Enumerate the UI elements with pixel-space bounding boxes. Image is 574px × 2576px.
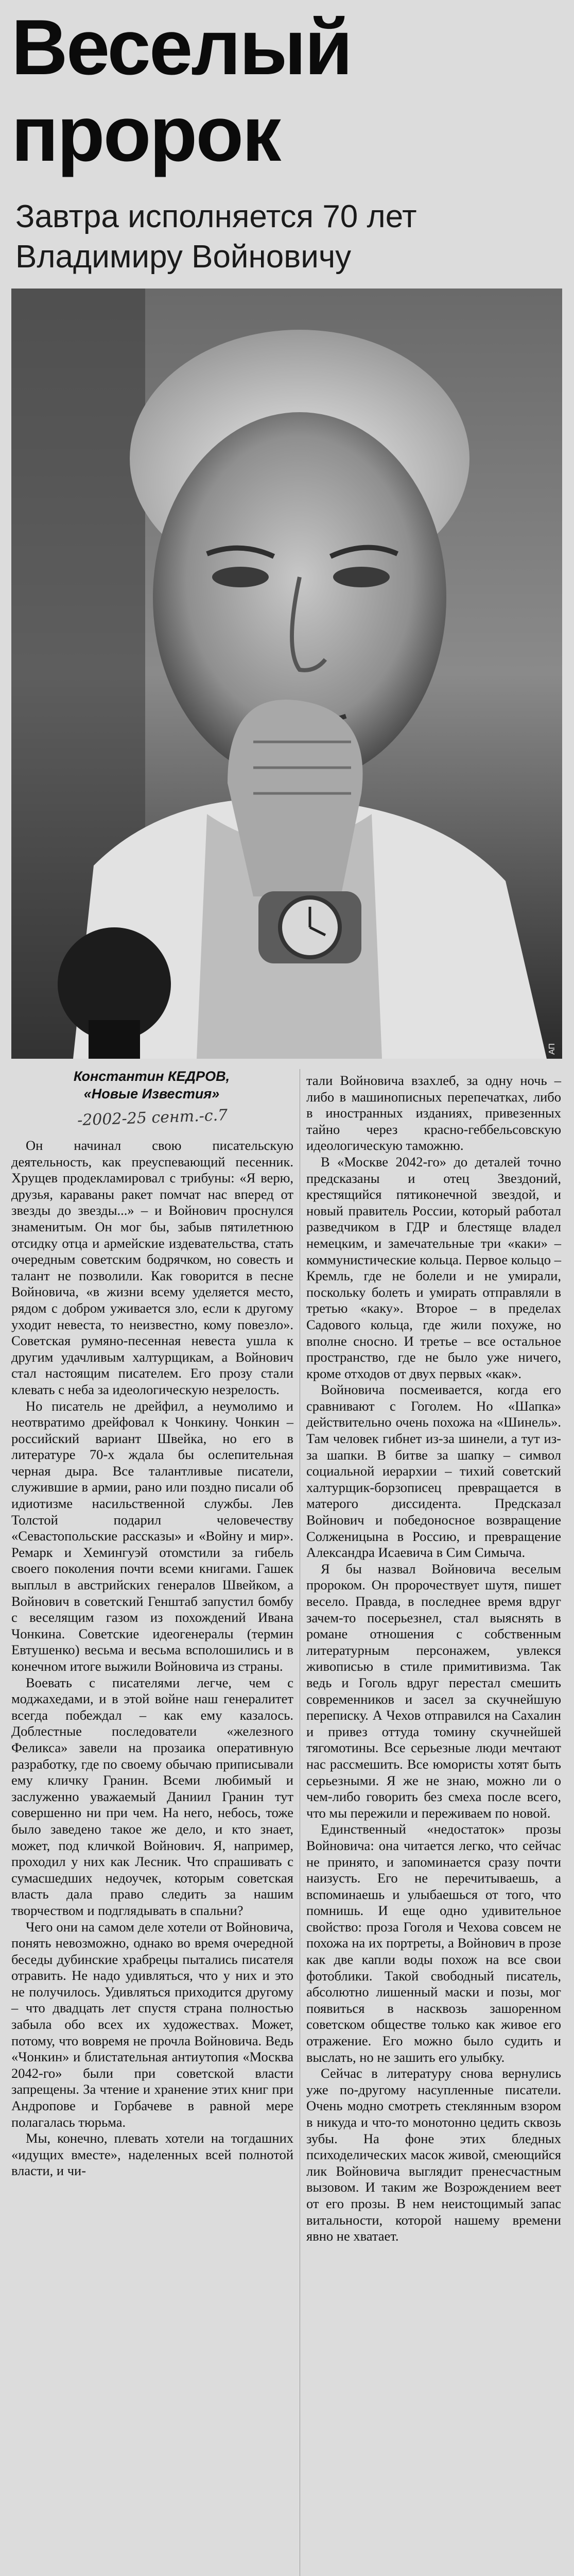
article-column-right [306, 1073, 561, 2245]
byline-author: Константин КЕДРОВ, [73, 1069, 230, 1084]
headline [11, 4, 351, 177]
byline-publication: «Новые Известия» [83, 1086, 220, 1101]
paragraph: Мы, конечно, плевать хотели на тогдашних «идущих вместе», наделенных всей полнотой власти, и чи- [11, 2130, 293, 2179]
subheadline [15, 197, 417, 277]
handwritten-date-note: -2002-25 сент.-с.7 [77, 1106, 228, 1130]
paragraph: Воевать с писателями легче, чем с моджахедами, и в этой войне наш генералитет всегда побеждал – как ему казалось. Доблестные последователи «железного Феликса» завели на прозаика оперативную разработку, где по своему обычаю приписывали ему кличку Гранин. Всеми любимый и заслуженно уважаемый Даниил Гранин тут совершенно ни при чем. На него, небось, тоже было заведено такое же дело, и кто знает, может, под кличкой Войнович. Я, например, проходил у них как Лесник. Что спрашивать с сумасшедших недоучек, которым советская власть дала право следить за нашим творчеством и подглядывать в спальни? [11, 1674, 293, 1918]
photo-credit: АП [548, 1043, 556, 1055]
headline-line-2: пророк [11, 90, 280, 178]
author-portrait-photo [11, 289, 562, 1059]
paragraph: Сейчас в литературу снова вернулись уже по-другому насупленные писатели. Очень модно смотреть стеклянным взором в никуда и что-то монотонно цедить сквозь зубы. На фоне этих бледных психоделических масок живой, смеющийся лик Войновича выглядит пренесчастным вызовом. И таким же Возрождением веет от его прозы. В нем неистощимый запас витальности, которой нашему времени явно не хватает. [306, 2065, 561, 2244]
paragraph: Единственный «недостаток» прозы Войновича: она читается легко, что сейчас не принято, и запоминается сразу почти наизусть. Его не перечитываешь, а вспоминаешь и улыбаешься от того, что помнишь. И еще одно удивительное свойство: проза Гоголя и Чехова совсем не похожа на их портреты, а Войнович в прозе как две капли воды похож на все свои фотоблики. Такой свободный писатель, абсолютно лишенный маски и позы, мог появиться в насквозь зашоренном советском обществе только как живое его отражение. Его можно было судить и выслать, но не зашить его улыбку. [306, 1821, 561, 2065]
paragraph: Чего они на самом деле хотели от Войновича, понять невозможно, однако во время очередной беседы дубинские храбрецы пытались писателя отравить. Не надо удивляться, что у них и это не получилось. Удивляться приходится другому – что двадцать лет спустя страна полностью забыла обо всех их художествах. Может, потому, что вовремя не прочла Войновича. Ведь «Чонкин» и блистательная антиутопия «Москва 2042-го» были при советской власти запрещены. За чтение и хранение этих книг при Андропове и Горбачеве в равной мере полагалась тюрьма. [11, 1919, 293, 2130]
subheadline-line-1: Завтра исполняется 70 лет [15, 199, 417, 234]
paragraph: Он начинал свою писательскую деятельность, как преуспевающий песенник. Хрущев продекламировал с трибуны: «Я верю, друзья, караваны ракет помчат нас вперед от звезды до звезды...» – и Войнович проснулся знаменитым. Он мог бы, забыв пятилетнюю отсидку отца и армейские издевательства, стать очередным советским бодрячком, но совесть и талант не позволили. Как говорится в песне Войновича, «в жизни всему уделяется место, рядом с добром уживается зло, если к другому уходит невеста, то неизвестно, кому повезло». Советская румяно-песенная невеста ушла к другим удачливым халтурщикам, а Войнович стал настоящим писателем. Его прозу стали клевать с неба за идеологическую незрелость. [11, 1138, 293, 1397]
paragraph: Но писатель не дрейфил, а неумолимо и неотвратимо дрейфовал к Чонкину. Чонкин – российский вариант Швейка, но его в литературе 70-х ждала бы ослепительная черная дыра. Все талантливые писатели, служившие в армии, рано или поздно писали об идиотизме насильственной службы. Лев Толстой подарил человечеству «Севастопольские рассказы» и «Войну и мир». Ремарк и Хемингуэй отомстили за гибель своего поколения почти всеми книгами. Гашек выплыл в австрийских генералов Швейком, а Войнович в советский Генштаб запустил бомбу с веселящим газом из похождений Ивана Чонкина. Советские идеогенералы (термин Евтушенко) весьма и весьма всполошились и в конечном итоге выжили Войновича из страны. [11, 1398, 293, 1674]
article-column-left [11, 1138, 293, 2179]
portrait-photo-icon [11, 289, 562, 1059]
headline-line-1: Веселый [11, 4, 352, 91]
paragraph: Войновича посмеивается, когда его сравнивают с Гоголем. Но «Шапка» действительно очень похожа на «Шинель». Там человек гибнет из-за шинели, а тут из-за шапки. В битве за шапку – символ социальной иерархии – тихий советский халтурщик-борзописец превращается в матерого диссидента. Предсказал Войнович и победоносное возвращение Солженицына в Россию, и превращение Александра Исаевича в Сим Симыча. [306, 1382, 561, 1561]
subheadline-line-2: Владимиру Войновичу [15, 239, 352, 275]
paragraph: тали Войновича взахлеб, за одну ночь – либо в машинописных перепечатках, либо в иностранных изданиях, привезенных тайно через красно-геббельсовскую идеологическую таможню. [306, 1073, 561, 1154]
paragraph: Я бы назвал Войновича веселым пророком. Он пророчествует шутя, пишет весело. Правда, в последнее время вдруг зачем-то посерьезнел, стал выяснять в романе отношения с собственным литературным персонажем, увлекся живописью в стиле примитивизма. Так ведь и Гоголь вдруг перестал смешить современников и засел за скучнейшую переписку. А Чехов отправился на Сахалин и привез оттуда томину скучнейшей тягомотины. Все серьезные люди мечтают нас рассмешить. Все юмористы хотят быть серьезными. Я же не знаю, можно ли о чем-либо говорить без смеха после всего, что мы пережили и переживаем по новой. [306, 1561, 561, 1821]
paragraph: В «Москве 2042-го» до деталей точно предсказаны и отец Звездоний, крестящийся пятиконечной звездой, и новый правитель России, который работал разведчиком в ГДР и блестяще владел немецким, и замечательные три «каки» – коммунистические кольца. Первое кольцо – Кремль, где не болели и не умирали, поскольку болеть и умирать отправляли в третью «каку». Второе – в пределах Садового кольца, где жили похуже, но вполне сносно. И третье – все остальное пространство, где не было уже ничего, кроме отходов от двух первых «как». [306, 1154, 561, 1381]
byline [11, 1067, 292, 1103]
